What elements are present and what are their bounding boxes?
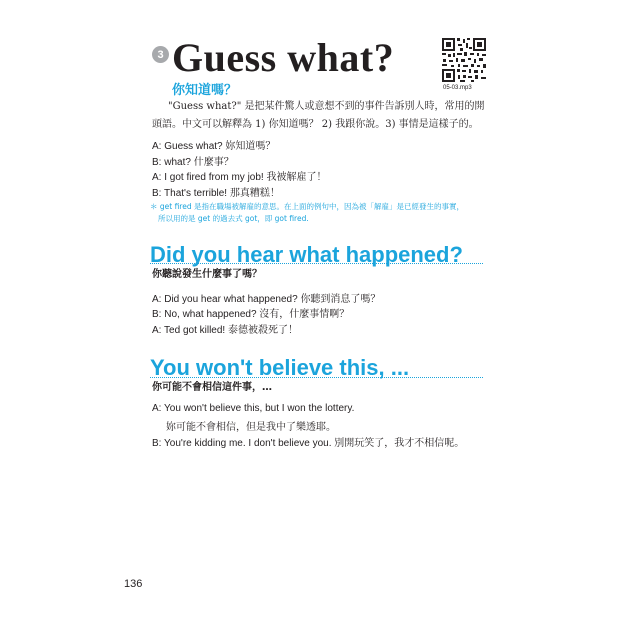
dialogue-line: B: You're kidding me. I don't believe you. 別開玩笑了，我才不相信呢。: [152, 438, 465, 449]
dialogue-line: B: That's terrible! 那真糟糕！: [152, 188, 280, 199]
usage-note-line: ＊ get fired 是指在職場被解雇的意思。在上面的例句中，因為被「解雇」是已經發生的事實，: [150, 202, 464, 211]
dialogue-line: A: Guess what? 妳知道嗎？: [152, 141, 276, 152]
dialogue-line: A: Did you hear what happened? 你聽到消息了嗎？: [152, 294, 381, 305]
intro-paragraph: "Guess what?" 是把某件驚人或意想不到的事件告訴別人時，常用的開頭語。中文可以解釋為 1) 你知道嗎？ 2) 我跟你說。3) 事情是這樣子的。: [152, 101, 485, 130]
usage-note: [150, 201, 500, 225]
section-subtitle: 你聽說發生什麼事了嗎？: [152, 269, 262, 280]
page-subtitle: 你知道嗎？: [172, 83, 238, 98]
dialogue-translation: 妳可能不會相信，但是我中了樂透耶。: [166, 422, 336, 433]
dialogue-line: A: I got fired from my job! 我被解雇了！: [152, 172, 327, 183]
section-heading: Did you hear what happened?: [150, 242, 463, 267]
page-title: Guess what?: [172, 35, 395, 80]
section-number-badge: 3: [152, 46, 169, 63]
dialogue-line: A: You won't believe this, but I won the lottery.: [152, 403, 355, 414]
dialogue-line: B: what? 什麼事？: [152, 157, 234, 168]
qr-audio-label: 05-03.mp3: [443, 85, 472, 91]
page-number: 136: [124, 578, 143, 590]
section-subtitle: 你可能不會相信這件事，…: [152, 382, 272, 393]
qr-code-icon[interactable]: [441, 37, 487, 83]
section-heading: You won't believe this, ...: [150, 355, 410, 380]
dialogue-line: B: No, what happened? 沒有，什麼事情啊？: [152, 309, 350, 320]
usage-note-line: 所以用的是 get 的過去式 got，即 got fired.: [158, 214, 309, 223]
section-divider: [150, 263, 483, 264]
dialogue-line: A: Ted got killed! 泰德被殺死了！: [152, 325, 298, 336]
